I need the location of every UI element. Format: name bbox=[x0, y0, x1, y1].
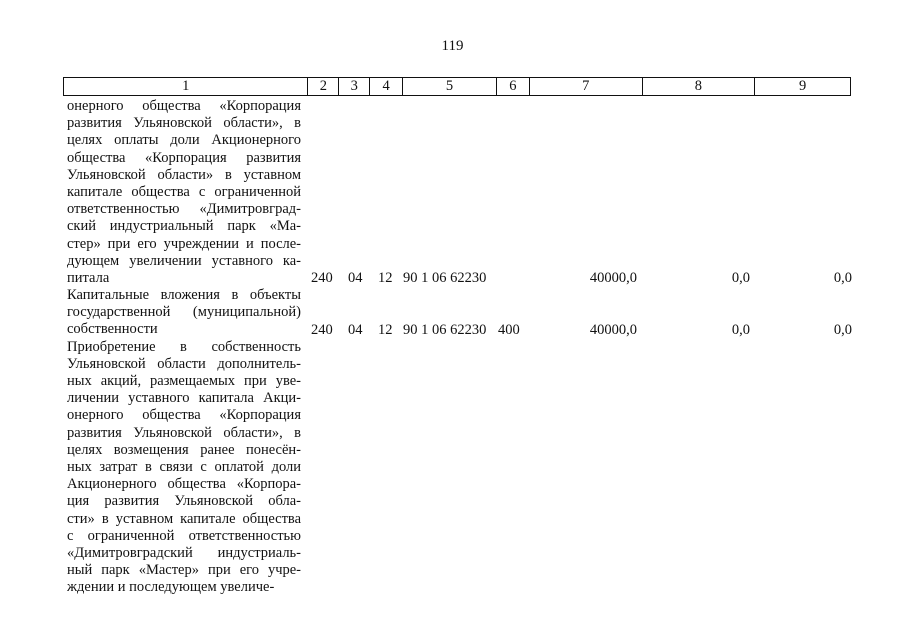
row-description-line: сти» в уставном капитале общества bbox=[67, 510, 301, 527]
row-description-line: Капитальные вложения в объекты bbox=[67, 287, 301, 304]
cell-col-9: 0,0 bbox=[833, 321, 852, 338]
header-col-3: 3 bbox=[339, 78, 370, 95]
row-description-line: собственности bbox=[67, 321, 158, 338]
row-description-line: целях оплаты доли Акционерного bbox=[67, 132, 301, 149]
cell-col-5: 90 1 06 62230 bbox=[403, 270, 487, 286]
row-description-line: развития Ульяновской области», в bbox=[67, 424, 301, 441]
header-col-5: 5 bbox=[403, 78, 497, 95]
row-description-line: ция развития Ульяновской обла- bbox=[67, 493, 301, 510]
table-row-values bbox=[0, 322, 905, 339]
page-number: 119 bbox=[441, 38, 464, 54]
row-description-line: капитале общества с ограниченной bbox=[67, 183, 301, 200]
row-description-line: развития Ульяновской области», в bbox=[67, 115, 301, 132]
header-col-6: 6 bbox=[497, 78, 530, 95]
row-description-line: ждении и последующем увеличе- bbox=[67, 579, 275, 596]
cell-col-5: 90 1 06 62230 bbox=[403, 321, 487, 338]
row-description-line: онерного общества «Корпорация bbox=[67, 407, 301, 424]
header-col-1: 1 bbox=[64, 78, 308, 95]
row-description-line: личении уставного капитала Акци- bbox=[67, 390, 301, 407]
header-col-4: 4 bbox=[370, 78, 403, 95]
row-description-line: ответственностью «Димитровград- bbox=[67, 201, 301, 218]
row-description-line: ский индустриальный парк «Ма- bbox=[67, 218, 301, 235]
row-description-line: онерного общества «Корпорация bbox=[67, 98, 301, 114]
cell-col-3: 04 bbox=[348, 321, 363, 338]
cell-col-8: 0,0 bbox=[731, 270, 750, 286]
row-description-line: государственной (муниципальной) bbox=[67, 304, 301, 321]
header-col-8: 8 bbox=[643, 78, 756, 95]
row-description-line: Приобретение в собственность bbox=[67, 338, 301, 355]
row-description-line: ных затрат в связи с оплатой доли bbox=[67, 458, 301, 475]
row-description-line: ных акций, размещаемых при уве- bbox=[67, 373, 301, 389]
cell-col-7: 40000,0 bbox=[589, 321, 637, 338]
row-description-line: Ульяновской области дополнитель- bbox=[67, 355, 301, 372]
row-description-line: «Димитровградский индустриаль- bbox=[67, 544, 301, 561]
cell-col-6: 400 bbox=[498, 321, 520, 338]
cell-col-3: 04 bbox=[348, 270, 363, 286]
row-description-line: Акционерного общества «Корпора- bbox=[67, 476, 301, 493]
cell-col-7: 40000,0 bbox=[589, 270, 637, 286]
cell-col-4: 12 bbox=[378, 321, 393, 338]
cell-col-2: 240 bbox=[311, 270, 333, 286]
cell-col-9: 0,0 bbox=[833, 270, 852, 286]
header-col-2: 2 bbox=[308, 78, 339, 95]
row-description-line: стер» при его учреждении и после- bbox=[67, 235, 301, 252]
row-description-line: целях возмещения ранее понесён- bbox=[67, 441, 301, 458]
table-row-values bbox=[0, 270, 905, 287]
cell-col-4: 12 bbox=[378, 270, 393, 286]
row-description-line: дующем увеличении уставного ка- bbox=[67, 252, 301, 269]
row-description-line: Ульяновской области» в уставном bbox=[67, 166, 301, 183]
row-description-line: с ограниченной ответственностью bbox=[67, 527, 301, 544]
header-col-9: 9 bbox=[799, 78, 807, 94]
row-description-line: общества «Корпорация развития bbox=[67, 149, 301, 166]
header-col-7: 7 bbox=[530, 78, 643, 95]
row-description-line: ный парк «Мастер» при его учре- bbox=[67, 562, 301, 579]
description-column bbox=[67, 98, 301, 596]
cell-col-8: 0,0 bbox=[731, 321, 750, 338]
table-header bbox=[63, 77, 851, 96]
row-description-line: питала bbox=[67, 269, 110, 286]
cell-col-2: 240 bbox=[311, 321, 333, 338]
